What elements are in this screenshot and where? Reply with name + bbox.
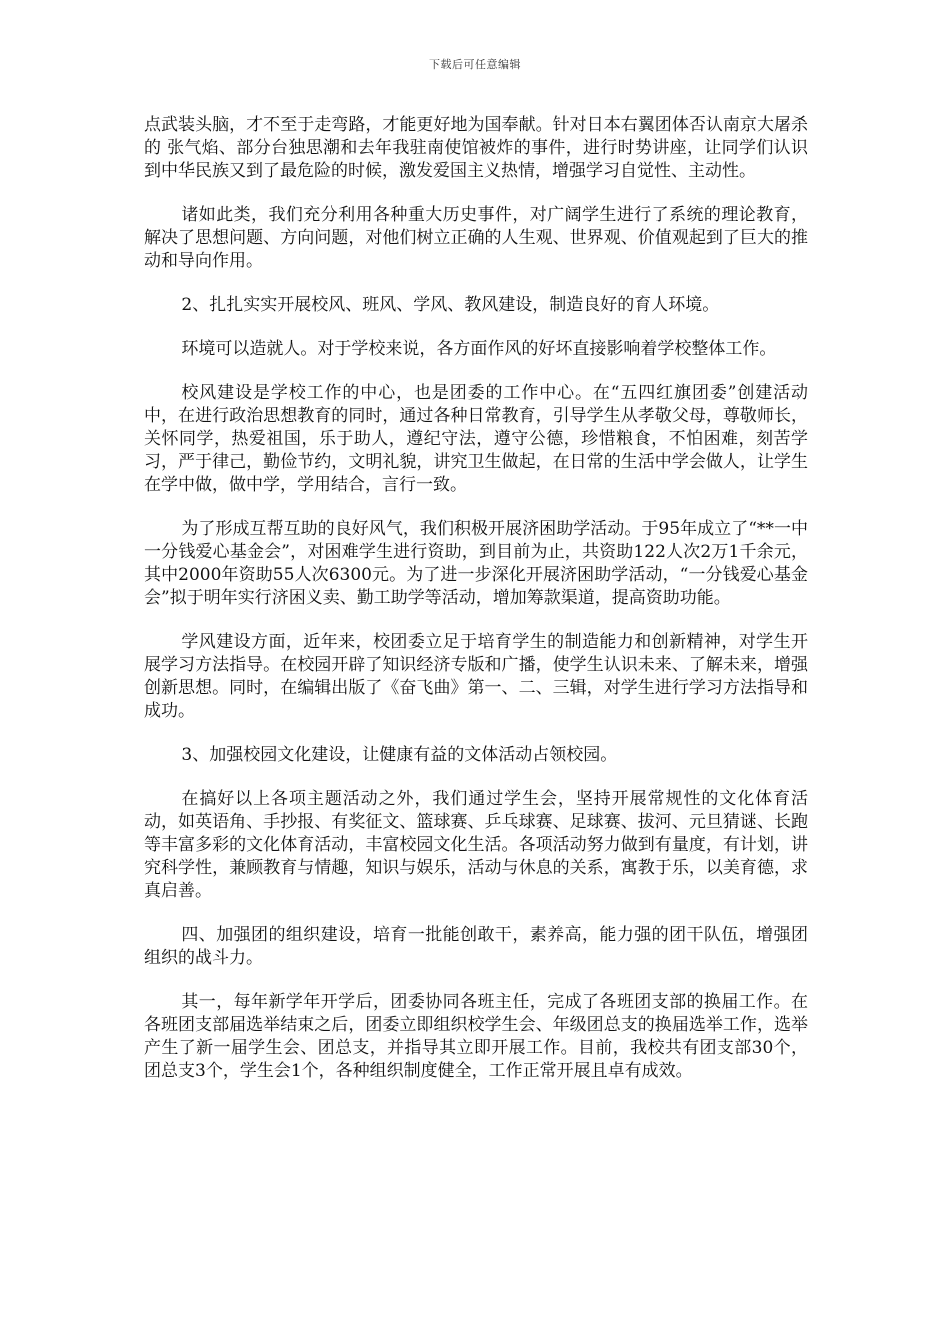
section-heading-3: 3、加强校园文化建设，让健康有益的文体活动占领校园。 [181, 745, 618, 765]
section-heading-2: 2、扎扎实实开展校风、班风、学风、教风建设，制造良好的育人环境。 [181, 295, 720, 315]
paragraph-5: 为了形成互帮互助的良好风气，我们积极开展济困助学活动。于95年成立了“**一中一分钱爱心基金会”，对困难学生进行资助，到目前为止，共资助122人次2万1千余元，其中2000年资助55人次6300元。为了进一步深化开展济困助学活动，“一分钱爱心基金会”拟于明年实行济困义卖、勤工助学等活动，增加筹款渠道，提高资助功能。 [144, 519, 808, 608]
page-header: 下载后可任意编辑 [429, 58, 521, 71]
paragraph-1: 点武装头脑，才不至于走弯路，才能更好地为国奉献。针对日本右翼团体否认南京大屠杀的 张气焰、部分台独思潮和去年我驻南使馆被炸的事件，进行时势讲座，让同学们认识到中华民族又到了最危险的时候，激发爱国主义热情，增强学习自觉性、主动性。 [144, 115, 808, 181]
paragraph-6: 学风建设方面，近年来，校团委立足于培育学生的制造能力和创新精神，对学生开展学习方法指导。在校园开辟了知识经济专版和广播，使学生认识未来、了解未来，增强创新思想。同时，在编辑出版了《奋飞曲》第一、二、三辑，对学生进行学习方法指导和成功。 [144, 632, 808, 721]
paragraph-4: 校风建设是学校工作的中心，也是团委的工作中心。在“五四红旗团委”创建活动中，在进行政治思想教育的同时，通过各种日常教育，引导学生从孝敬父母，尊敬师长，关怀同学，热爱祖国，乐于助人，遵纪守法，遵守公德，珍惜粮食，不怕困难，刻苦学习，严于律己，勤俭节约，文明礼貌，讲究卫生做起，在日常的生活中学会做人，让学生在学中做，做中学，学用结合，言行一致。 [144, 383, 808, 495]
paragraph-7: 在搞好以上各项主题活动之外，我们通过学生会，坚持开展常规性的文化体育活动，如英语角、手抄报、有奖征文、篮球赛、乒乓球赛、足球赛、拔河、元旦猜谜、长跑等丰富多彩的文化体育活动，丰富校园文化生活。各项活动努力做到有量度，有计划，讲究科学性，兼顾教育与情趣，知识与娱乐，活动与休息的关系，寓教于乐，以美育德，求真启善。 [144, 789, 808, 901]
section-heading-4: 四、加强团的组织建设，培育一批能创敢干，素养高，能力强的团干队伍，增强团组织的战斗力。 [144, 925, 808, 968]
paragraph-3: 环境可以造就人。对于学校来说，各方面作风的好坏直接影响着学校整体工作。 [181, 339, 777, 359]
paragraph-8: 其一，每年新学年开学后，团委协同各班主任，完成了各班团支部的换届工作。在各班团支部届选举结束之后，团委立即组织校学生会、年级团总支的换届选举工作，选举产生了新一届学生会、团总支，并指导其立即开展工作。目前，我校共有团支部30个，团总支3个，学生会1个，各种组织制度健全，工作正常开展且卓有成效。 [144, 992, 808, 1081]
paragraph-2: 诸如此类，我们充分利用各种重大历史事件，对广阔学生进行了系统的理论教育，解决了思想问题、方向问题，对他们树立正确的人生观、世界观、价值观起到了巨大的推动和导向作用。 [144, 205, 808, 271]
document-body [144, 114, 808, 1104]
